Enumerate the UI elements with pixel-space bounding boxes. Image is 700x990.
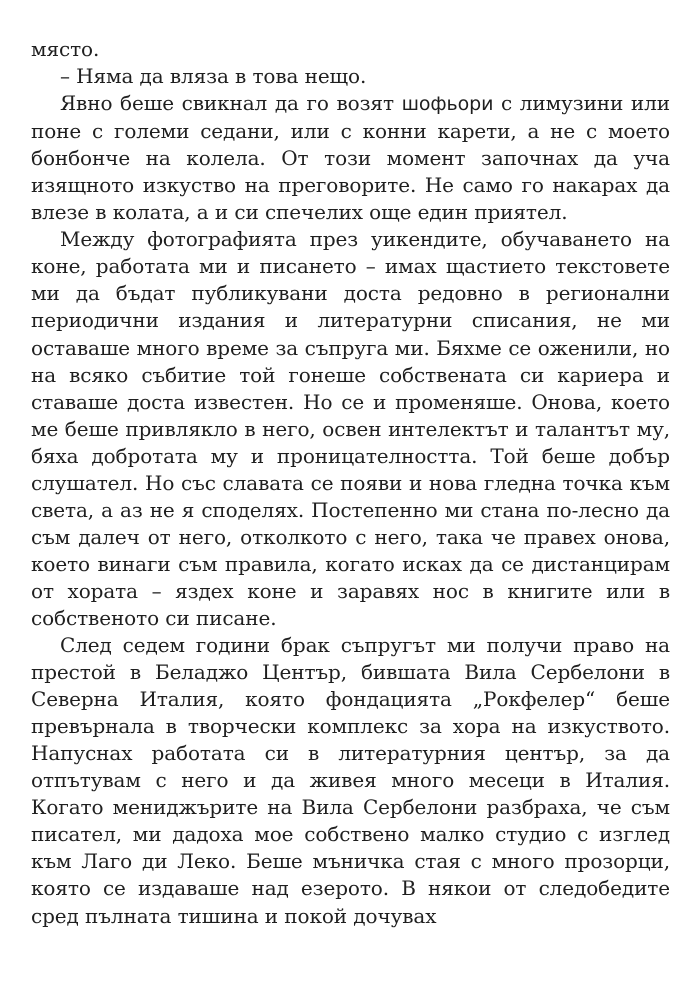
- paragraph-3-emphasis: шофьори: [401, 93, 494, 116]
- paragraph-1: място.: [31, 37, 100, 61]
- paragraph-3-part-1: Явно беше свикнал да го возят: [60, 91, 402, 116]
- paragraph-3: [31, 90, 670, 226]
- paragraph-4: Между фотографията през уикендите, обучаването на коне, работата ми и писането – имах щастието текстовете ми да бъдат публикувани доста редовно в регионални периодични издания и литературни списания, не ми оставаше много време за съпруга ми. Бяхме се оженили, но на всяко събитие той гонеше собствената си кариера и ставаше доста известен. Но се и променяше. Онова, което ме беше привлякло в него, освен интелектът и талантът му, бяха добротата му и проницателността. Той беше добър слушател. Но със славата се появи и нова гледна точка към света, а аз не я споделях. Постепенно ми стана по-лесно да съм далеч от него, отколкото с него, така че правех онова, което винаги съм правила, когато исках да се дистанцирам от хората – яздех коне и заравях нос в книгите или в собственото си писане.: [31, 227, 670, 630]
- paragraph-3-part-2: с лимузини или поне с големи седани, или с конни карети, а не с моето бонбонче на колела. От този момент започнах да уча изящното изкуство на преговорите. Не само го накарах да влезе в колата, а и си спечелих още един приятел.: [31, 91, 670, 225]
- paragraph-5: След седем години брак съпругът ми получи право на престой в Беладжо Център, бившата Вила Сербелони в Северна Италия, която фондацията „Рокфелер“ беше превърнала в творчески комплекс за хора на изкуството. Напуснах работата си в литературния център, за да отпътувам с него и да живея много месеци в Италия. Когато мениджърите на Вила Сербелони разбраха, че съм писател, ми дадоха мое собствено малко студио с изглед към Лаго ди Леко. Беше мъничка стая с много прозорци, която се издаваше над езерото. В някои от следобедите сред пълната тишина и покой дочувах: [31, 633, 670, 928]
- paragraph-2: – Няма да вляза в това нещо.: [60, 64, 367, 89]
